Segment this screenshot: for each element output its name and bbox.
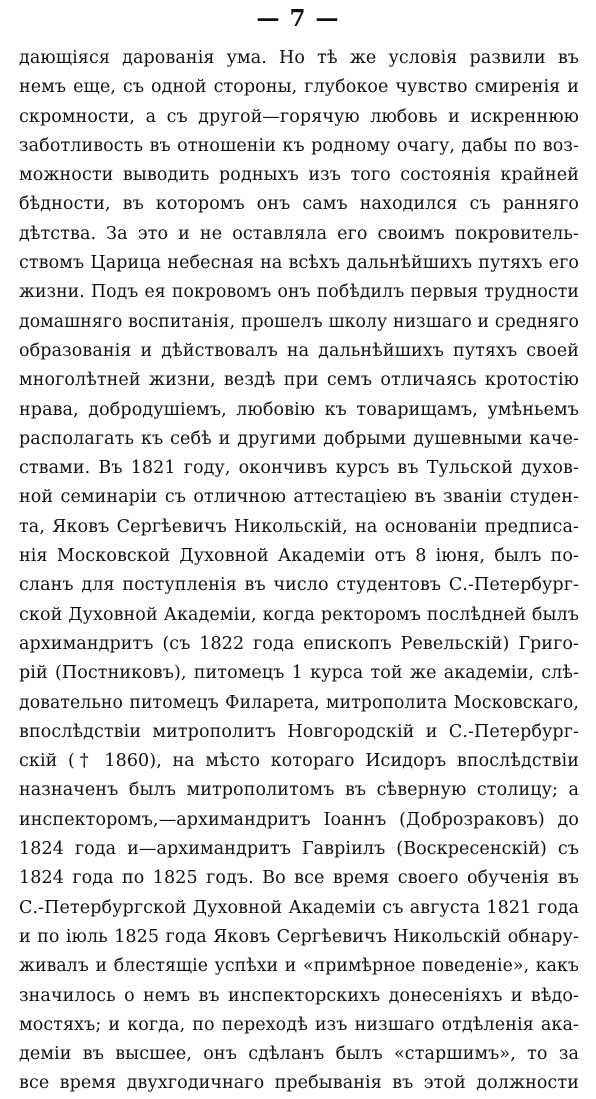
text-line: ствомъ Царица небесная на всѣхъ дальнѣйшихъ путяхъ его <box>19 253 579 274</box>
text-line: сланъ для поступленія въ число студентовъ С.-Петербург- <box>19 575 579 596</box>
text-line: скій († 1860), на мѣсто котораго Исидоръ впослѣдствіи <box>19 751 579 772</box>
text-line: образованія и дѣйствовалъ на дальнѣйшихъ путяхъ своей <box>19 340 579 361</box>
text-line: заботливость въ отношеніи къ родному очагу, дабы по воз- <box>19 135 579 156</box>
text-line: 1824 года по 1825 годъ. Во все время своего обученія въ <box>19 868 579 889</box>
text-line: ствами. Въ 1821 году, окончивъ курсъ въ Тульской духов- <box>19 458 579 479</box>
text-line: дѣтства. За это и не оставляла его своимъ покровитель- <box>19 223 579 244</box>
text-line: располагать къ себѣ и другими добрыми душевными каче- <box>19 428 579 449</box>
body-text <box>19 44 579 1099</box>
text-line: довательно питомецъ Филарета, митрополита Московскаго, <box>19 692 579 713</box>
text-line: бѣдности, въ которомъ онъ самъ находился съ ранняго <box>19 194 579 215</box>
text-line: нія Московской Духовной Академіи отъ 8 іюня, былъ по- <box>19 546 579 567</box>
text-line: инспекторомъ,—архимандритъ Іоаннъ (Доброзраковъ) до <box>19 809 579 830</box>
text-line: можности выводить родныхъ изъ того состоянія крайней <box>19 165 579 186</box>
text-line: нрава, добродушіемъ, любовію къ товарищамъ, умѣньемъ <box>19 399 579 420</box>
text-line: мостяхъ; и когда, по переходѣ изъ низшаго отдѣленія ака- <box>19 1014 579 1035</box>
text-line: ной семинаріи съ отличною аттестаціею въ званіи студен- <box>19 487 579 508</box>
text-line: немъ еще, съ одной стороны, глубокое чувство смиренія и <box>19 77 579 98</box>
text-line: домашняго воспитанія, прошелъ школу низшаго и средняго <box>19 311 579 332</box>
text-line: значилось о немъ въ инспекторскихъ донесеніяхъ и вѣдо- <box>19 985 579 1006</box>
text-line: деміи въ высшее, онъ сдѣланъ былъ «старшимъ», то за <box>19 1044 579 1065</box>
text-line: та, Яковъ Сергѣевичъ Никольскій, на основаніи предписа- <box>19 516 579 537</box>
text-line: жизни. Подъ ея покровомъ онъ побѣдилъ первыя трудности <box>19 282 579 303</box>
text-line: все время двухгодичнаго пребыванія въ этой должности <box>19 1073 579 1094</box>
text-line: рій (Постниковъ), питомецъ 1 курса той же академіи, слѣ- <box>19 663 579 684</box>
text-line: С.-Петербургской Духовной Академіи съ августа 1821 года <box>19 897 579 918</box>
text-line: дающіяся дарованія ума. Но тѣ же условія развили въ <box>19 48 579 68</box>
text-line: архимандритъ (съ 1822 года епископъ Ревельскій) Григо- <box>19 633 579 654</box>
text-line: скромности, а съ другой—горячую любовь и искреннюю <box>19 106 579 127</box>
text-line: ской Духовной Академіи, когда ректоромъ послѣдней былъ <box>19 604 579 625</box>
text-line: назначенъ былъ митрополитомъ въ сѣверную столицу; а <box>19 780 579 801</box>
page-number: — 7 — <box>256 5 340 32</box>
text-line: многолѣтней жизни, вездѣ при семъ отличаясь кротостію <box>19 370 579 391</box>
text-line: живалъ и блестящіе успѣхи и «примѣрное поведеніе», какъ <box>19 956 579 977</box>
text-line: и по іюль 1825 года Яковъ Сергѣевичъ Никольскій обнару- <box>19 926 579 947</box>
text-line: впослѣдствіи митрополитъ Новгородскій и С.-Петербург- <box>19 721 579 742</box>
text-line: 1824 года и—архимандритъ Гавріилъ (Воскресенскій) съ <box>19 839 579 860</box>
